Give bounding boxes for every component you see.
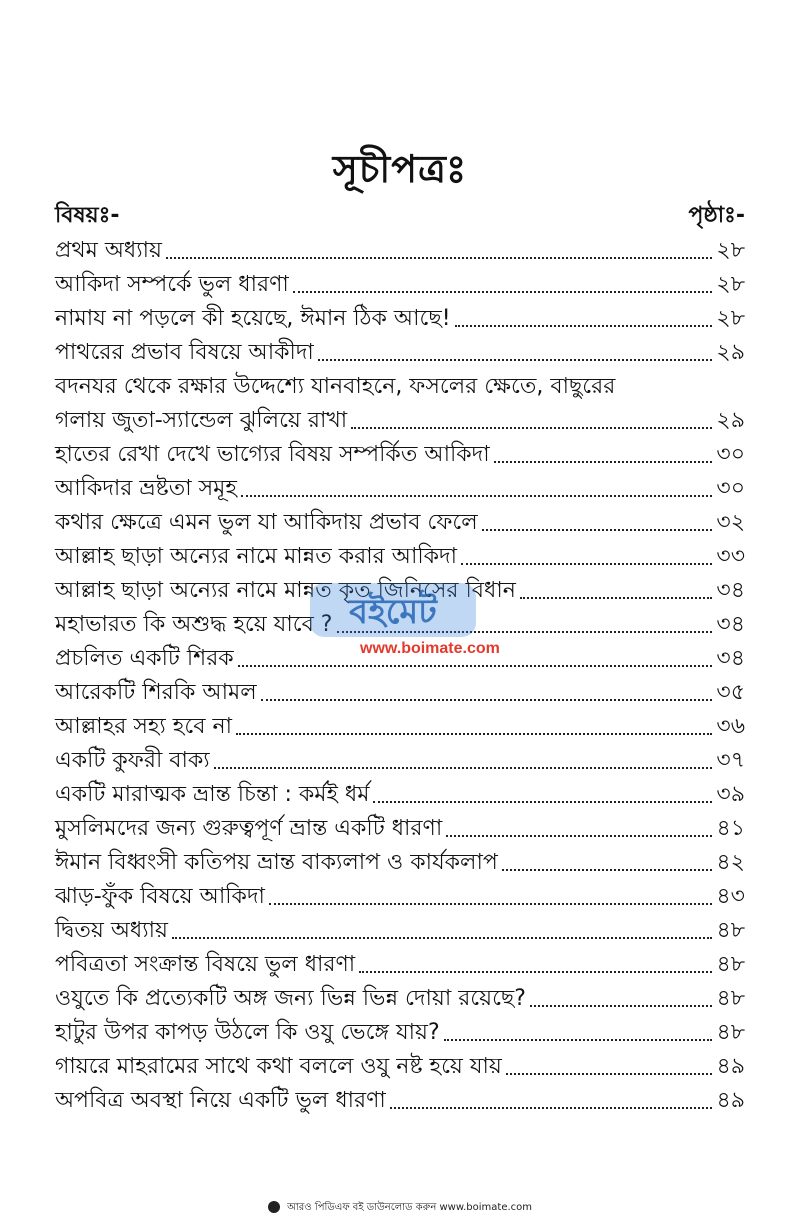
dot-leader [318, 359, 713, 361]
toc-entry-title: আরেকটি শিরকি আমল [55, 680, 257, 705]
toc-entry-page: ৩৫ [716, 680, 745, 705]
toc-entry [55, 302, 745, 336]
toc-entry [55, 948, 745, 982]
toc-entry-title: পবিত্রতা সংক্রান্ত বিষয়ে ভুল ধারণা [55, 952, 356, 977]
toc-entry-page: ৩৪ [716, 578, 745, 603]
toc-entry-title: একটি মারাত্মক ভ্রান্ত চিন্তা : কর্মই ধর্ম [55, 782, 370, 807]
footer-text: আরও পিডিএফ বই ডাউনলোড করুন www.boimate.com [287, 1202, 533, 1213]
footer [0, 1200, 800, 1217]
toc-entry-page: ৪৯ [716, 1088, 745, 1113]
toc-entry-title: পাথরের প্রভাব বিষয়ে আকীদা [55, 340, 314, 365]
dot-leader [455, 325, 713, 327]
dot-leader [238, 665, 713, 667]
toc-entry [55, 268, 745, 302]
toc-entry-page: ২৯ [716, 408, 745, 433]
toc-entry-page: ৩৪ [716, 612, 745, 637]
toc-entry-title: আকিদা সম্পর্কে ভুল ধারণা [55, 272, 289, 297]
toc-entry-title: অপবিত্র অবস্থা নিয়ে একটি ভুল ধারণা [55, 1088, 386, 1113]
dot-leader [494, 461, 713, 463]
dot-leader [520, 597, 713, 599]
dot-leader [241, 495, 712, 497]
toc-entry-page: ২৯ [716, 340, 745, 365]
toc-entry-title: বদনযর থেকে রক্ষার উদ্দেশ্যে যানবাহনে, ফসলের ক্ষেতে, বাছুরের [55, 374, 616, 399]
toc-entry-title: মুসলিমদের জন্য গুরুত্বপূর্ণ ভ্রান্ত একটি ধারণা [55, 816, 443, 841]
dot-leader [502, 869, 713, 871]
toc-entry-page: ২৮ [716, 272, 745, 297]
dot-leader [236, 733, 712, 735]
dot-leader [444, 1039, 713, 1041]
dot-leader [172, 937, 713, 939]
dot-leader [530, 1005, 712, 1007]
dot-leader [506, 1073, 713, 1075]
toc-entry [55, 1016, 745, 1050]
toc-entry-title: কথার ক্ষেত্রে এমন ভুল যা আকিদায় প্রভাব ফেলে [55, 510, 478, 535]
toc-entry-page: ৪৮ [716, 952, 745, 977]
toc-entry [55, 234, 745, 268]
toc-entry-page: ৩৩ [716, 544, 745, 569]
toc-entry [55, 914, 745, 948]
watermark-url: www.boimate.com [360, 640, 500, 657]
toc-entry-page: ৩৬ [716, 714, 745, 739]
toc-entry [55, 370, 745, 438]
toc-entry-page: ৩২ [716, 510, 745, 535]
toc-entry [55, 472, 745, 506]
dot-leader [269, 903, 713, 905]
dot-leader [359, 971, 712, 973]
dot-leader [482, 529, 713, 531]
dot-leader [446, 835, 712, 837]
subject-heading: বিষয়ঃ- [55, 203, 120, 228]
toc-entry [55, 676, 745, 710]
toc-entry-page: ৩৭ [716, 748, 745, 773]
toc-entry-title: আকিদার ভ্রষ্টতা সমূহ [55, 476, 237, 501]
toc-entry [55, 880, 745, 914]
toc-entry [55, 1050, 745, 1084]
toc-entry [55, 982, 745, 1016]
toc-entry-page: ৪৮ [716, 1020, 745, 1045]
toc-entry-page: ৪৩ [716, 884, 745, 909]
toc-entry-title: আল্লাহ ছাড়া অন্যের নামে মান্নত কৃত জিনিসের বিধান [55, 578, 516, 603]
watermark-logo-text: বইমেট [349, 592, 437, 632]
toc-entry [55, 778, 745, 812]
toc-entry-continuation [55, 404, 745, 438]
toc-entry-page: ২৮ [716, 238, 745, 263]
toc-entry [55, 506, 745, 540]
toc-entry-title: আল্লাহর সহ্য হবে না [55, 714, 232, 739]
toc-entry-page: ৩০ [716, 442, 745, 467]
toc-entry-title: প্রচলিত একটি শিরক [55, 646, 234, 671]
toc-entry-page: ৪৮ [716, 918, 745, 943]
dot-leader [166, 257, 712, 259]
toc-entry-page: ৩৯ [716, 782, 745, 807]
toc-entry [55, 710, 745, 744]
toc-entry [55, 1084, 745, 1118]
dot-leader [214, 767, 713, 769]
toc-entry-title: গায়রে মাহরামের সাথে কথা বললে ওযু নষ্ট হয়ে যায় [55, 1054, 502, 1079]
dot-leader [351, 427, 712, 429]
toc-entry-page: ২৮ [716, 306, 745, 331]
toc-header [55, 198, 745, 235]
toc-entry-title: একটি কুফরী বাক্য [55, 748, 210, 773]
download-icon [268, 1201, 280, 1213]
toc-entry-title: মহাভারত কি অশুদ্ধ হয়ে যাবে ? [55, 612, 333, 637]
toc-entry-title: হাটুর উপর কাপড় উঠলে কি ওযু ভেঙ্গে যায়? [55, 1020, 440, 1045]
toc-entry-title: নামায না পড়লে কী হয়েছে, ঈমান ঠিক আছে! [55, 306, 451, 331]
dot-leader [261, 699, 713, 701]
toc-entry-page: ৪২ [716, 850, 745, 875]
toc-entry [55, 540, 745, 574]
dot-leader [390, 1107, 713, 1109]
toc-list [55, 234, 745, 1118]
toc-entry-title: ওযুতে কি প্রত্যেকটি অঙ্গ জন্য ভিন্ন ভিন্ন দোয়া রয়েছে? [55, 986, 526, 1011]
toc-entry-page: ৪১ [716, 816, 745, 841]
dot-leader [373, 801, 712, 803]
toc-entry [55, 812, 745, 846]
toc-entry-title: ঈমান বিধ্বংসী কতিপয় ভ্রান্ত বাক্যলাপ ও কার্যকলাপ [55, 850, 498, 875]
toc-entry [55, 438, 745, 472]
toc-entry-title: ঝাড়-ফুঁক বিষয়ে আকিদা [55, 884, 265, 909]
toc-entry [55, 744, 745, 778]
page-title: সূচীপত্রঃ [332, 146, 468, 191]
toc-entry-page: ৪৮ [716, 986, 745, 1011]
dot-leader [461, 563, 712, 565]
toc-entry [55, 336, 745, 370]
toc-entry-title-cont: গলায় জুতা-স্যান্ডেল ঝুলিয়ে রাখা [55, 408, 348, 433]
watermark-logo [308, 575, 478, 645]
toc-entry-title: প্রথম অধ্যায় [55, 238, 162, 263]
dot-leader [293, 291, 713, 293]
page-heading: পৃষ্ঠাঃ- [688, 203, 745, 228]
toc-entry-page: ৩৪ [716, 646, 745, 671]
toc-entry [55, 846, 745, 880]
toc-entry-title: আল্লাহ ছাড়া অন্যের নামে মান্নত করার আকিদা [55, 544, 457, 569]
toc-entry-title: দ্বিতয় অধ্যায় [55, 918, 168, 943]
toc-entry-title: হাতের রেখা দেখে ভাগ্যের বিষয় সম্পর্কিত আকিদা [55, 442, 490, 467]
toc-entry-page: ৪৯ [716, 1054, 745, 1079]
toc-entry-page: ৩০ [716, 476, 745, 501]
